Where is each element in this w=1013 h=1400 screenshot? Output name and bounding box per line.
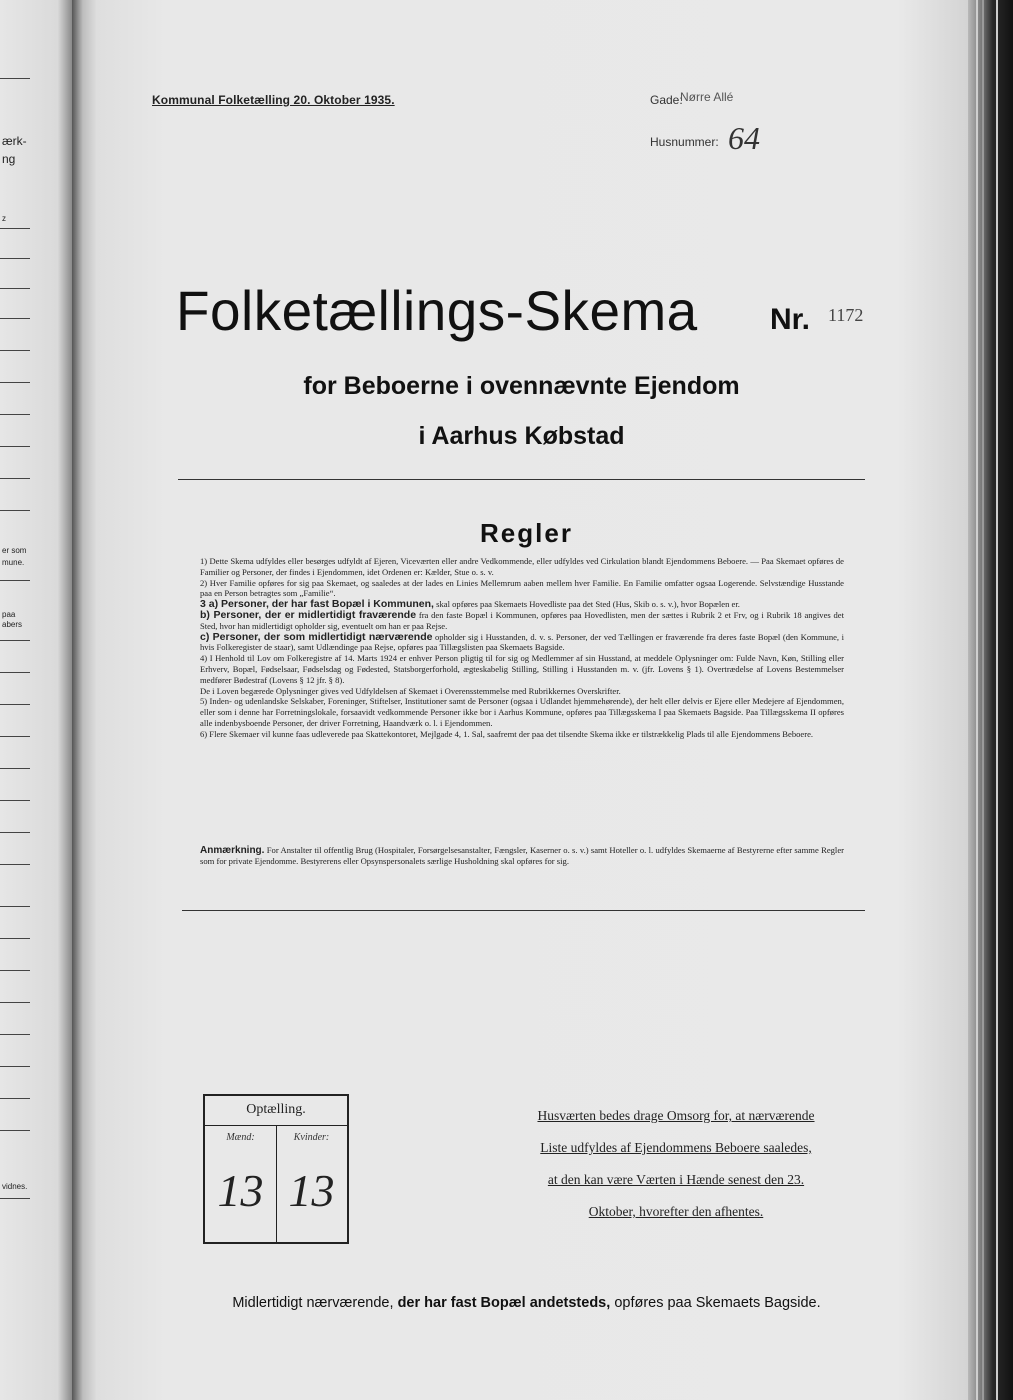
form-subtitle: for Beboerne i ovennævnte Ejendom — [303, 372, 740, 400]
divider — [178, 479, 865, 480]
count-box — [203, 1094, 349, 1244]
page-edge-strip — [976, 0, 978, 1400]
rule-3b — [200, 610, 844, 632]
rule-3a-body: skal opføres paa Skemaets Hovedliste paa det Sted (Hus, Skib o. s. v.), hvor Bopælen er. — [436, 599, 740, 610]
left-page-text: er som — [2, 546, 27, 555]
form-line — [0, 1034, 30, 1035]
form-line — [0, 1066, 30, 1067]
form-line — [0, 478, 30, 479]
remark-heading: Anmærkning. — [200, 845, 265, 856]
form-line — [0, 580, 30, 581]
notice-line: Husværten bedes drage Omsorg for, at nærværende — [537, 1108, 815, 1123]
street-value: Nørre Allé — [680, 90, 734, 104]
rule-4: 4) I Henhold til Lov om Folkeregistre af 14. Marts 1924 er enhver Person pligtig til for sig og Medlemmer af sin Husstand, at meddele Oplysninger om: Fulde Navn, Køn, Stilling eller Erhverv, Bopæl, Fødselsaar, Fødselsdag og Fødested, Statsborgerforhold, ægteskabelig Stilling, Stilling i Husstanden m. v. (jfr. Lovens § 1). Overtrædelse af Lovens Bestemmelser medfører Bødestraf (Lovens § 12 jfr. § 8). — [200, 653, 844, 685]
form-line — [0, 1098, 30, 1099]
rule-2: 2) Hver Familie opføres for sig paa Skemaet, og saaledes at der lades en Linies Mellemrum aaben mellem hver Familie. En Familie omfatter ogsaa Logerende. Selvstændige Husstande paa en Person betragtes som „Familie“. — [200, 577, 844, 599]
form-line — [0, 704, 30, 705]
rule-1: 1) Dette Skema udfyldes eller besørges udfyldt af Ejeren, Viceværten eller andre Vedkommende, eller udfyldes ved Cirkulation blandt Ejendommens Beboere. — Paa Skemaet opføres de Familier og Personer, der findes i Ejendommen, idet Ordenen er: Kælder, Stue o. s. v. — [200, 556, 844, 577]
census-header: Kommunal Folketælling 20. Oktober 1935. — [152, 93, 395, 107]
left-page-text: paa — [2, 610, 16, 619]
form-line — [0, 768, 30, 769]
notice-line: at den kan være Værten i Hænde senest den 23. — [547, 1172, 805, 1187]
form-line — [0, 414, 30, 415]
rule-3c — [200, 632, 844, 654]
form-line — [0, 938, 30, 939]
form-subtitle-city: i Aarhus Købstad — [418, 422, 625, 450]
footer-part: Midlertidigt nærværende, — [232, 1295, 394, 1311]
form-line — [0, 736, 30, 737]
house-number-value: 64 — [728, 120, 760, 156]
rules-heading: Regler — [480, 518, 573, 548]
form-line — [0, 1130, 30, 1131]
page-edge-strip — [982, 0, 984, 1400]
left-page-text: vidnes. — [2, 1182, 28, 1191]
street-label: Gade: — [650, 93, 683, 107]
left-page-text: abers — [2, 620, 23, 629]
left-page-text: mune. — [2, 558, 25, 567]
women-count: 13 — [288, 1165, 335, 1216]
form-line — [0, 510, 30, 511]
left-page-text: ærk- — [2, 134, 27, 148]
left-page-text: z — [2, 214, 6, 223]
rule-3b-heading: b) Personer, der er midlertidigt fraværende — [200, 608, 417, 621]
women-label: Kvinder: — [293, 1132, 330, 1143]
form-line — [0, 640, 30, 641]
left-page-text: ng — [2, 152, 16, 166]
house-number-label: Husnummer: — [650, 135, 719, 149]
rule-4b: De i Loven begærede Oplysninger gives ved Udfyldelsen af Skemaet i Overensstemmelse med Rubrikkernes Overskrifter. — [200, 685, 621, 696]
form-title: Folketællings-Skema — [176, 279, 698, 342]
rule-3c-body: opholder sig i Husstanden, d. v. s. Personer, der ved Tællingen er fraværende fra deres faste Bopæl (den Kommune, i hvis Folkeregister de staar), samt Udlændinge paa Rejse, opføres paa Tillægslisten paa Skemaets Bagside. — [200, 631, 845, 653]
book-gutter — [72, 0, 96, 1400]
footer-part: opføres paa Skemaets Bagside. — [614, 1295, 821, 1311]
left-page-edge — [0, 0, 72, 1400]
form-number-label: Nr. — [770, 303, 811, 336]
rule-3b-body: fra den faste Bopæl i Kommunen, opføres paa Hovedlisten, men der sættes i Rubrik 2 et Frv, og i Rubrik 18 angives det Sted, hvor han midlertidigt opholder sig, eventuelt om han er paa Rejse. — [200, 609, 844, 631]
rule-6: 6) Flere Skemaer vil kunne faas udleverede paa Skattekontoret, Mejlgade 4, 1. Sal, saafremt der paa det tilsendte Skema ikke er tilstrækkelig Plads til alle Ejendommens Beboere. — [200, 728, 814, 739]
rule-3c-heading: c) Personer, der som midlertidigt nærværende — [200, 630, 433, 643]
remark — [200, 845, 844, 867]
form-line — [0, 228, 30, 229]
form-number-value: 1172 — [828, 305, 864, 325]
form-line — [0, 672, 30, 673]
notice-line: Oktober, hvorefter den afhentes. — [588, 1204, 764, 1219]
form-line — [0, 864, 30, 865]
form-line — [0, 258, 30, 259]
form-line — [0, 1002, 30, 1003]
form-line — [0, 1198, 30, 1199]
form-line — [0, 78, 30, 79]
landlord-notice — [508, 1100, 844, 1228]
notice-line: Liste udfyldes af Ejendommens Beboere saaledes, — [540, 1140, 812, 1155]
form-line — [0, 288, 30, 289]
form-line — [0, 800, 30, 801]
form-line — [0, 318, 30, 319]
form-line — [0, 350, 30, 351]
form-line — [0, 832, 30, 833]
form-line — [0, 970, 30, 971]
divider — [182, 910, 865, 911]
rule-5: 5) Inden- og udenlandske Selskaber, Foreninger, Stiftelser, Institutioner samt de Personer (ogsaa i Udlandet hjemmehørende), der helt eller delvis er Ejere eller Medejere af Ejendommen, eller som i denne har Forretningslokale, forsaavidt vedkommende Personer ikke bor i Aarhus Kommune, opføres paa Tillægsskema I paa Skemaets Bagside. Paa Tillægsskema II opføres alle indenbysboende Personer, der driver Forretning, Haandværk o. l. i Ejendommen. — [200, 696, 844, 728]
footer-note — [0, 1295, 1013, 1311]
rules-text — [200, 556, 844, 740]
men-label: Mænd: — [226, 1132, 255, 1143]
remark-body: For Anstalter til offentlig Brug (Hospitaler, Forsørgelsesanstalter, Fængsler, Kaserner o. s. v.) samt Hoteller o. l. udfyldes Skemaerne af Bestyrerne efter samme Regler som for private Ejendomme. Bestyrerens eller Opsynspersonalets særlige Husholdning skal opføres for sig. — [200, 845, 844, 866]
page-edge-strip — [996, 0, 998, 1400]
page-stack-edge — [968, 0, 1013, 1400]
rule-3a-heading: 3 a) Personer, der har fast Bopæl i Kommunen, — [200, 598, 434, 611]
men-count: 13 — [217, 1165, 264, 1216]
footer-emphasis: der har fast Bopæl andetsteds, — [397, 1295, 611, 1311]
form-line — [0, 906, 30, 907]
count-title: Optælling. — [246, 1102, 306, 1117]
